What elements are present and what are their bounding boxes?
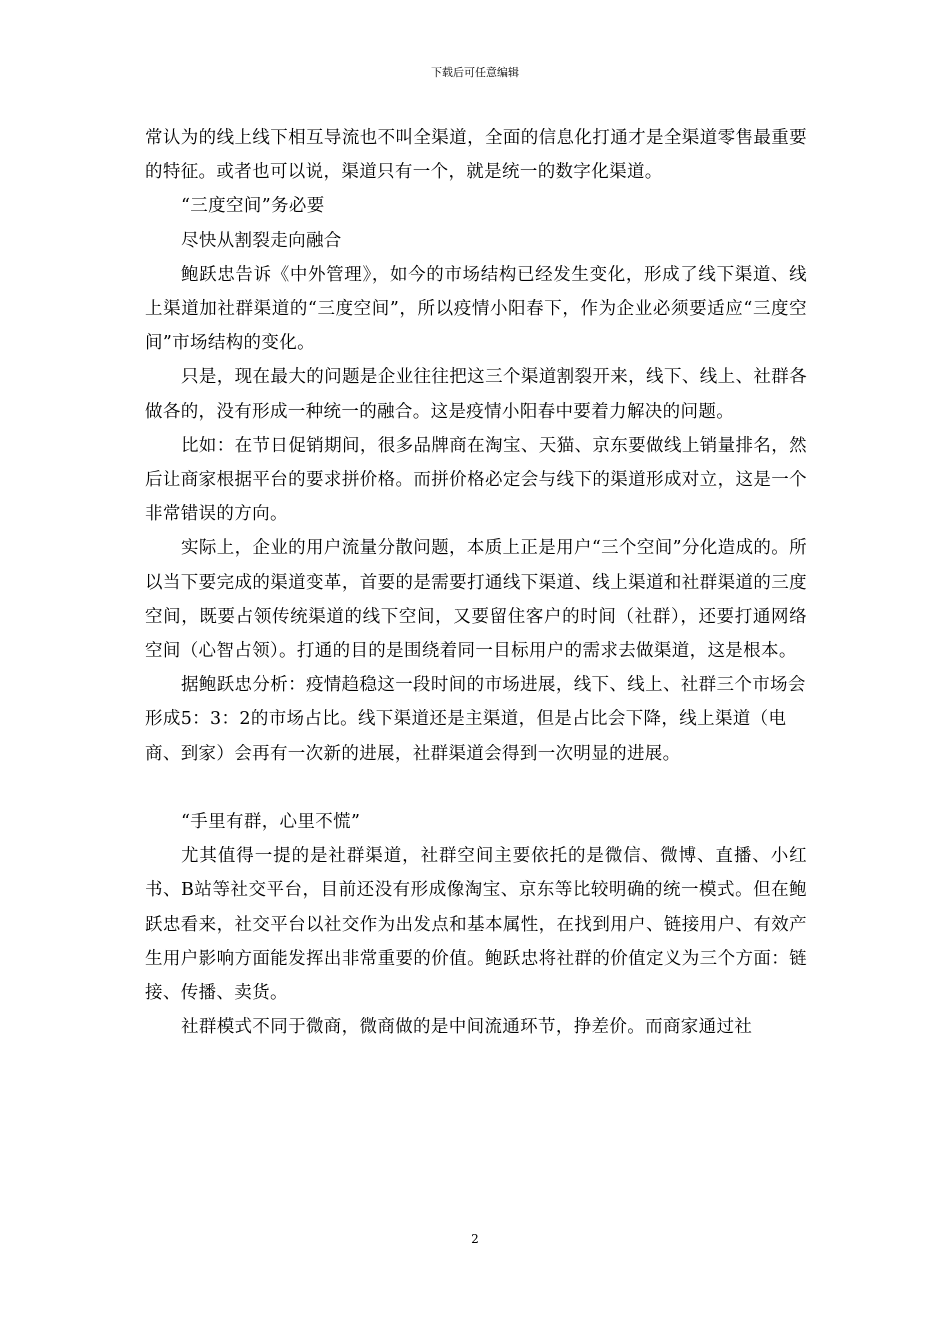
paragraph-7: 尤其值得一提的是社群渠道，社群空间主要依托的是微信、微博、直播、小红书、B站等社交平台，目前还没有形成像淘宝、京东等比较明确的统一模式。但在鲍跃忠看来，社交平台以社交作为出发点和基本属性，在找到用户、链接用户、有效产生用户影响方面能发挥出非常重要的价值。鲍跃忠将社群的价值定义为三个方面：链接、传播、卖货。 <box>145 846 807 1004</box>
paragraph-4: 比如：在节日促销期间，很多品牌商在淘宝、天猫、京东要做线上销量排名，然后让商家根据平台的要求拼价格。而拼价格必定会与线下的渠道形成对立，这是一个非常错误的方向。 <box>145 435 807 525</box>
paragraph-1: 常认为的线上线下相互导流也不叫全渠道，全面的信息化打通才是全渠道零售最重要的特征。或者也可以说，渠道只有一个，就是统一的数字化渠道。 <box>145 128 807 183</box>
blank-line <box>145 771 807 805</box>
section-heading-2: “手里有群，心里不慌” <box>181 812 361 833</box>
paragraph-6: 据鲍跃忠分析：疫情趋稳这一段时间的市场进展，线下、线上、社群三个市场会形成5：3：2的市场占比。线下渠道还是主渠道，但是占比会下降，线上渠道（电商、到家）会再有一次新的进展，社群渠道会得到一次明显的进展。 <box>145 675 806 764</box>
section-heading-1b: 尽快从割裂走向融合 <box>181 230 342 251</box>
paragraph-5: 实际上，企业的用户流量分散问题，本质上正是用户“三个空间”分化造成的。所以当下要完成的渠道变革，首要的是需要打通线下渠道、线上渠道和社群渠道的三度空间，既要占领传统渠道的线下空间，又要留住客户的时间（社群），还要打通网络空间（心智占领）。打通的目的是围绕着同一目标用户的需求去做渠道，这是根本。 <box>145 538 807 662</box>
page-header: 下载后可任意编辑 <box>431 66 519 79</box>
document-body <box>145 121 807 1044</box>
paragraph-8: 社群模式不同于微商，微商做的是中间流通环节，挣差价。而商家通过社 <box>181 1017 753 1038</box>
section-heading-1a: “三度空间”务必要 <box>181 196 325 217</box>
paragraph-3: 只是，现在最大的问题是企业往往把这三个渠道割裂开来，线下、线上、社群各做各的，没有形成一种统一的融合。这是疫情小阳春中要着力解决的问题。 <box>145 367 807 422</box>
page-number: 2 <box>471 1232 479 1246</box>
paragraph-2: 鲍跃忠告诉《中外管理》，如今的市场结构已经发生变化，形成了线下渠道、线上渠道加社群渠道的“三度空间”，所以疫情小阳春下，作为企业必须要适应“三度空间”市场结构的变化。 <box>145 264 807 354</box>
